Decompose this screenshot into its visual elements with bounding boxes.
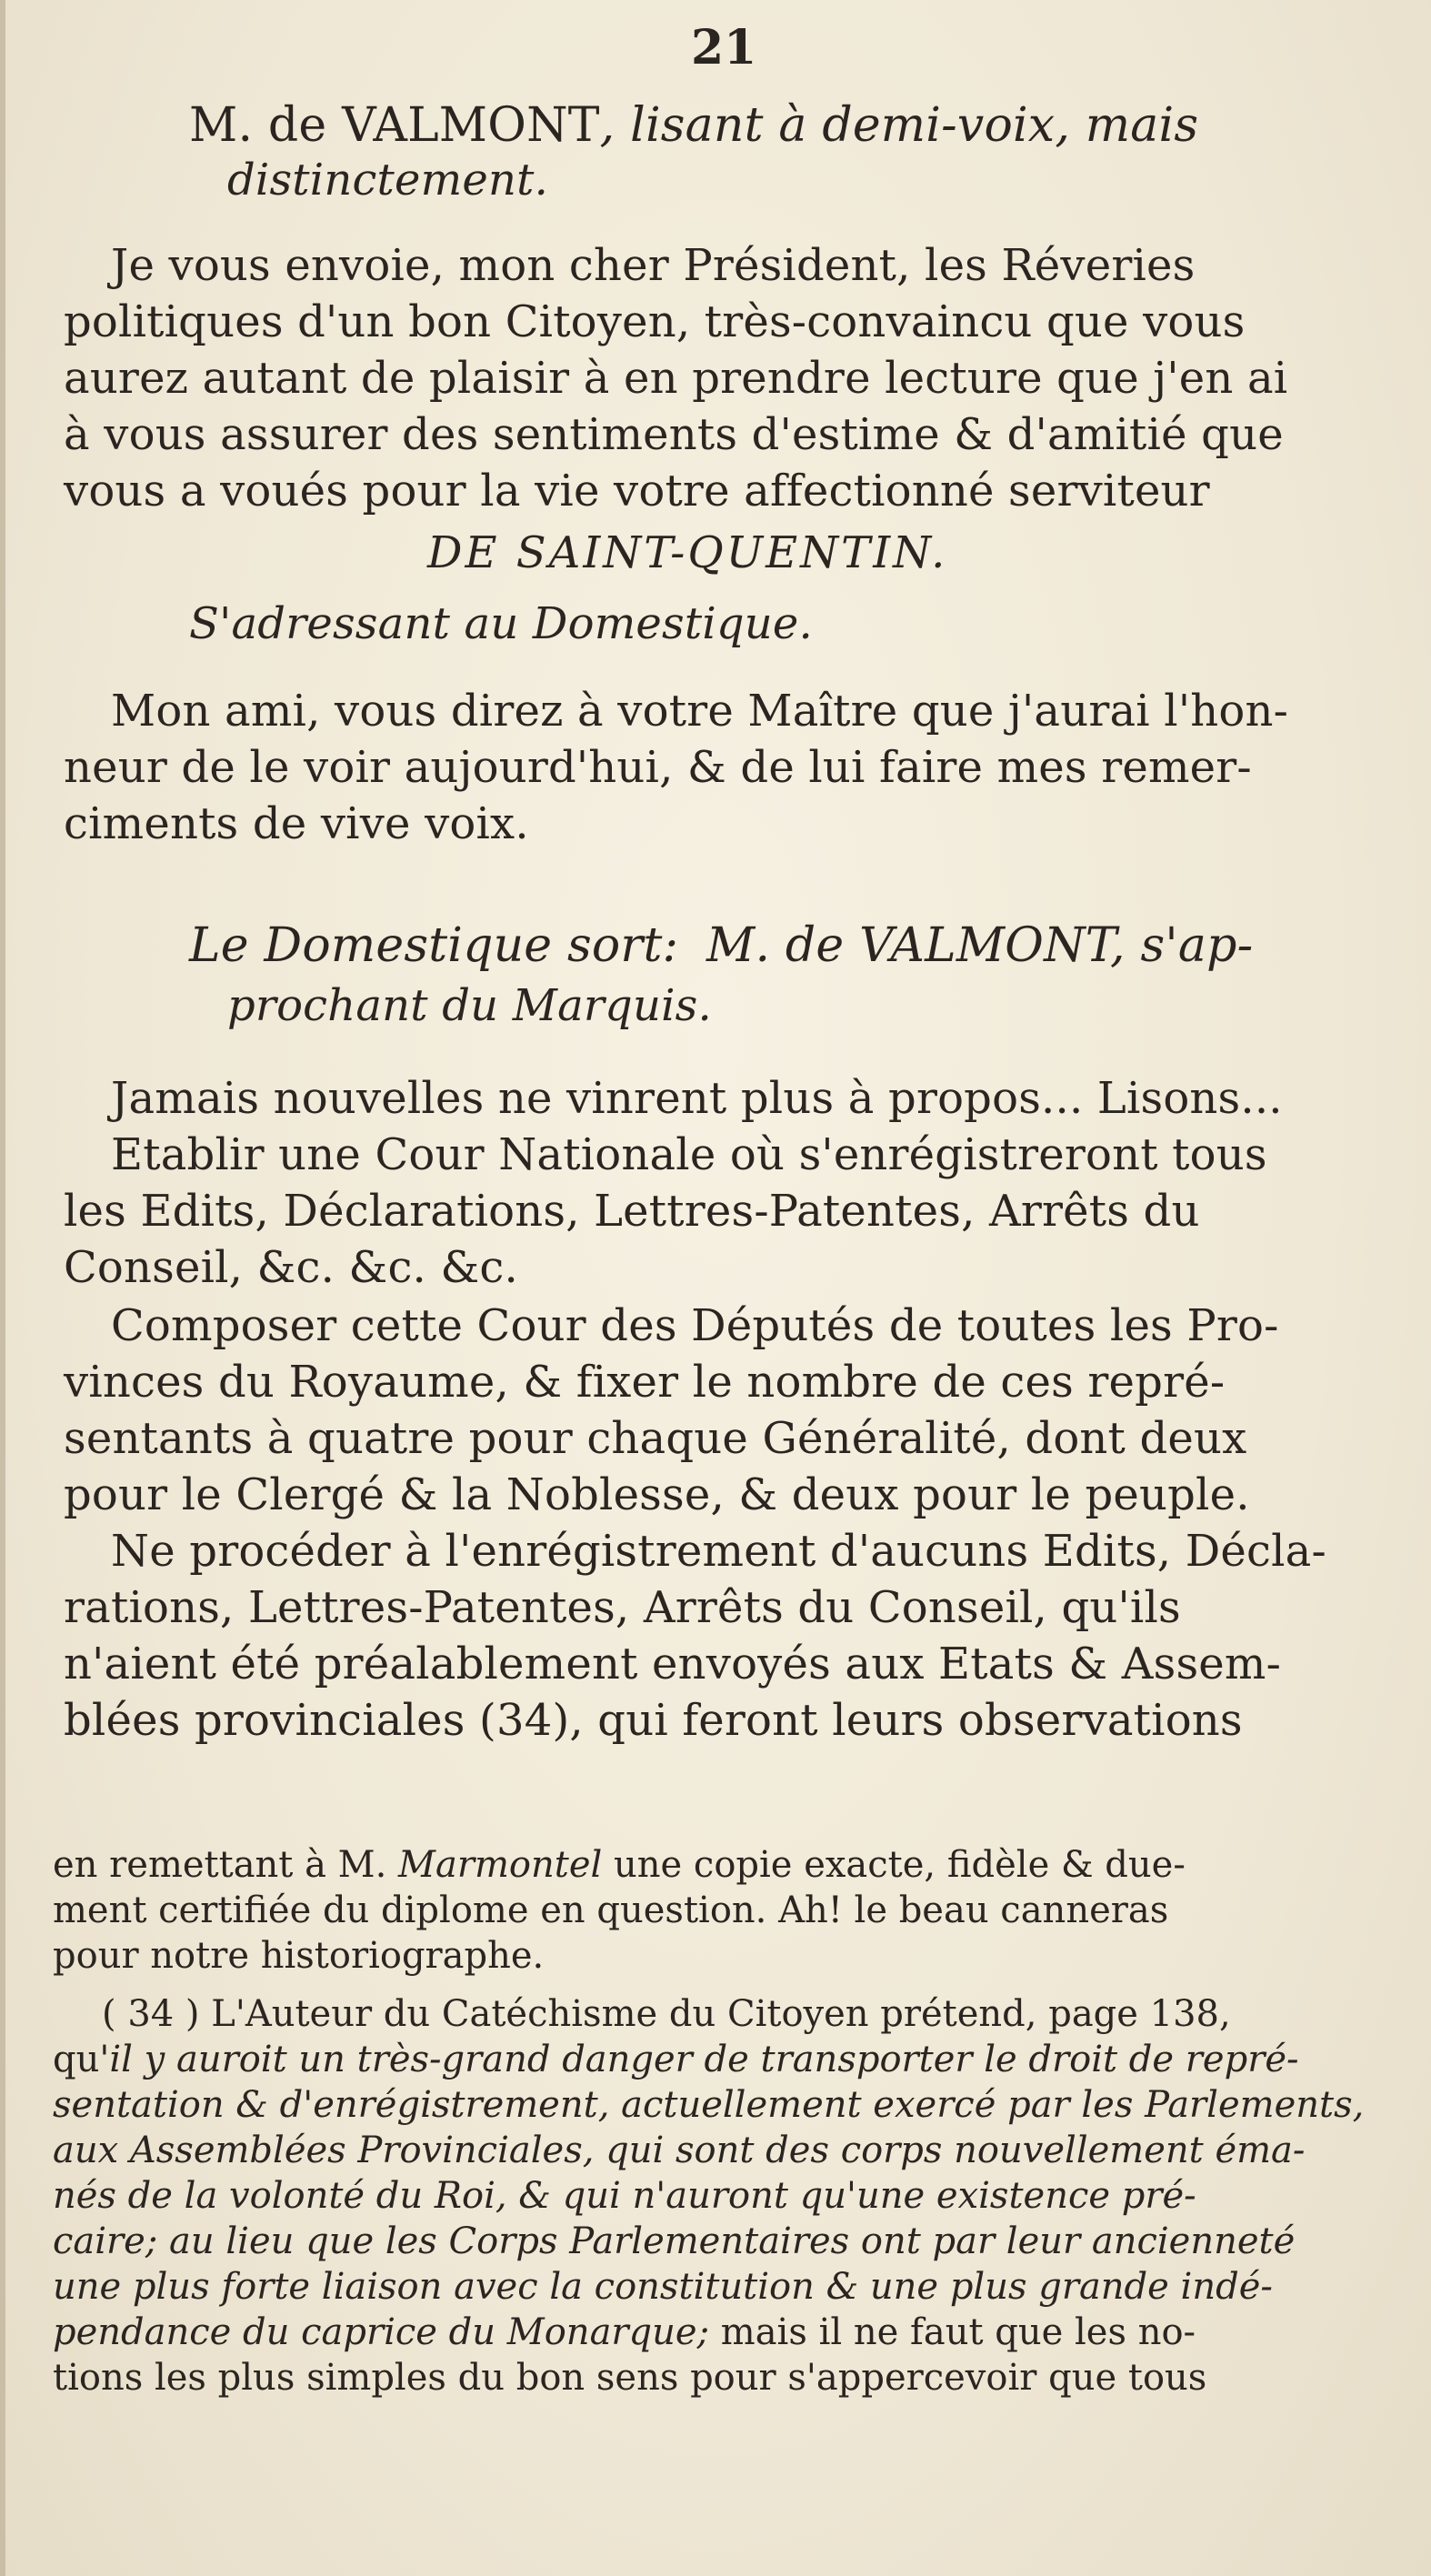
footnote-text: une copie exacte, fidèle & due- <box>614 1844 1186 1886</box>
page-edge <box>0 0 5 2576</box>
speech-line: neur de le voir aujourd'hui, & de lui faire mes remer- <box>64 742 1252 793</box>
footnote-line: ( 34 ) L'Auteur du Catéchisme du Citoyen prétend, page 138, <box>102 1993 1231 2035</box>
footnote-line: pour notre historiographe. <box>53 1935 545 1977</box>
page-number: 21 <box>691 20 757 75</box>
footnote-line: une plus forte liaison avec la constitution & une plus grande indé- <box>53 2266 1273 2308</box>
letter-line: politiques d'un bon Citoyen, très-convaincu que vous <box>64 296 1246 347</box>
footnote-text: il y auroit un très-grand danger de transporter le droit de repré- <box>109 2039 1299 2080</box>
footnote-text: mais il ne faut que les no- <box>709 2311 1196 2353</box>
direction-part: , s'ap- <box>1110 918 1254 973</box>
footnote-text: qu' <box>53 2039 110 2080</box>
direction-part: Le Domestique sort: <box>189 918 679 973</box>
letter-line: vous a voués pour la vie votre affectionné serviteur <box>64 466 1210 516</box>
footnote-line: nés de la volonté du Roi, & qui n'auront qu'une existence pré- <box>53 2175 1196 2217</box>
reading-line: n'aient été préalablement envoyés aux Etats & Assem- <box>64 1639 1282 1689</box>
reading-line: Jamais nouvelles ne vinrent plus à propos... Lisons... <box>111 1073 1283 1124</box>
footnote-line: caire; au lieu que les Corps Parlementaires ont par leur ancienneté <box>53 2220 1296 2262</box>
footnote-line <box>53 2037 1398 2082</box>
footnote-line: aux Assemblées Provinciales, qui sont des corps nouvellement éma- <box>53 2130 1306 2171</box>
stage-direction <box>189 918 1431 973</box>
stage-direction: S'adressant au Domestique. <box>189 598 813 649</box>
footnote-line: tions les plus simples du bon sens pour s'appercevoir que tous <box>53 2357 1207 2399</box>
letter-line: aurez autant de plaisir à en prendre lecture que j'en ai <box>64 353 1288 404</box>
reading-line: blées provinciales (34), qui feront leurs observations <box>64 1695 1243 1746</box>
speech-line: ciments de vive voix. <box>64 798 529 849</box>
footnote-line <box>53 1842 1398 1888</box>
reading-line: Ne procéder à l'enrégistrement d'aucuns Edits, Décla- <box>111 1526 1326 1577</box>
footnote-text: en remettant à M. <box>53 1844 387 1886</box>
stage-direction-cont: prochant du Marquis. <box>227 980 712 1031</box>
reading-line: rations, Lettres-Patentes, Arrêts du Conseil, qu'ils <box>64 1582 1181 1633</box>
reading-line: pour le Clergé & la Noblesse, & deux pour le peuple. <box>64 1469 1250 1520</box>
reading-line: Etablir une Cour Nationale où s'enrégistreront tous <box>111 1129 1267 1180</box>
footnote-text: Marmontel <box>398 1844 603 1886</box>
speaker-heading <box>189 98 1431 153</box>
letter-line: à vous assurer des sentiments d'estime & d'amitié que <box>64 409 1284 460</box>
reading-line: les Edits, Déclarations, Lettres-Patentes, Arrêts du <box>64 1186 1200 1237</box>
stage-direction-cont: distinctement. <box>227 155 549 205</box>
footnote-text: pendance du caprice du Monarque; <box>53 2311 710 2353</box>
letter-signature: DE SAINT-QUENTIN. <box>427 527 948 578</box>
letter-line: Je vous envoie, mon cher Président, les Réveries <box>111 240 1196 291</box>
speaker-name: M. de VALMONT <box>189 98 600 153</box>
reading-line: sentants à quatre pour chaque Généralité, dont deux <box>64 1413 1247 1464</box>
footnote-line: ment certifiée du diplome en question. Ah! le beau canneras <box>53 1889 1169 1931</box>
reading-line: vinces du Royaume, & fixer le nombre de ces repré- <box>64 1357 1226 1408</box>
stage-direction: , lisant à demi-voix, mais <box>599 98 1199 153</box>
reading-line: Conseil, &c. &c. &c. <box>64 1242 518 1293</box>
footnote-line <box>53 2310 1398 2355</box>
reading-line: Composer cette Cour des Députés de toutes les Pro- <box>111 1300 1279 1351</box>
speech-line: Mon ami, vous direz à votre Maître que j'aurai l'hon- <box>111 686 1288 737</box>
speaker-name: M. de VALMONT <box>706 918 1111 973</box>
footnote-line: sentation & d'enrégistrement, actuellement exercé par les Parlements, <box>53 2084 1365 2126</box>
